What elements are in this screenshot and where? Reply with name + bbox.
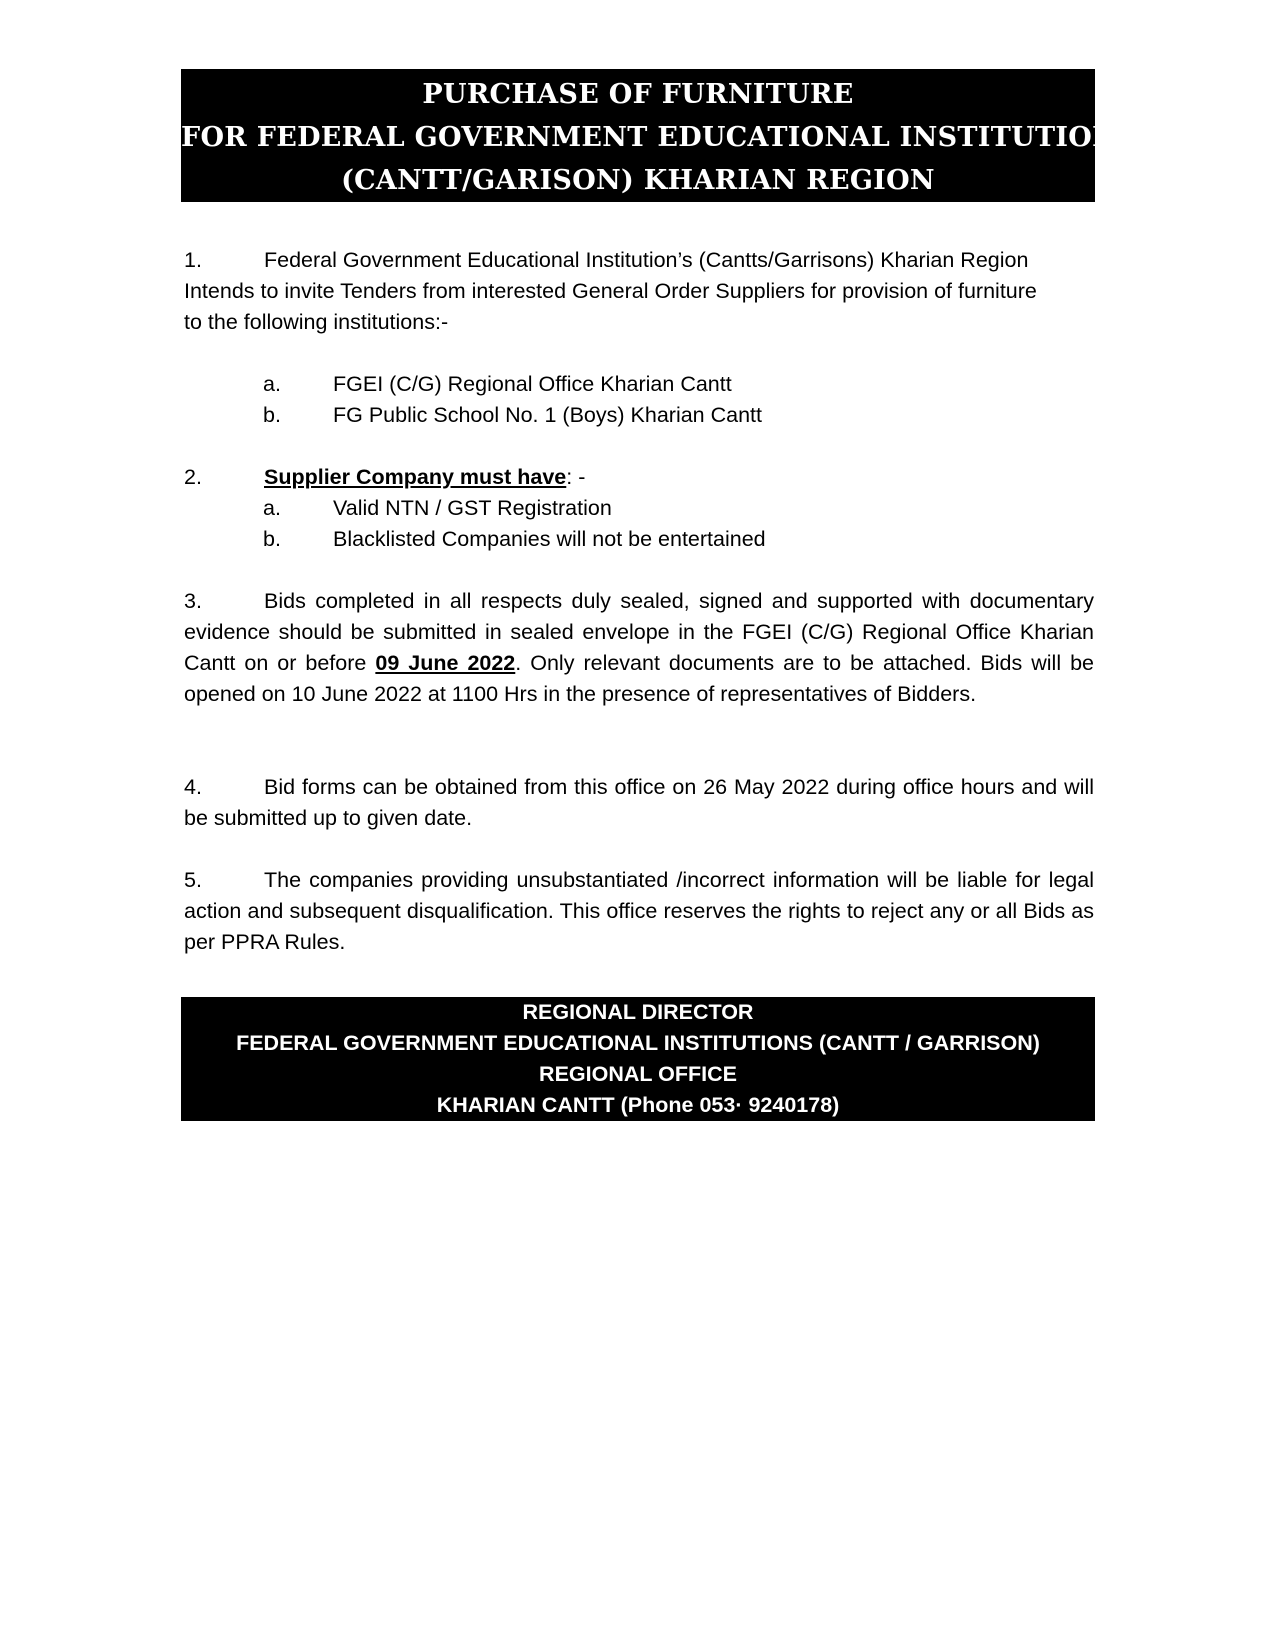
paragraph-5 [184,865,1094,958]
paragraph-3 [184,586,1094,710]
paragraph-2-number: 2. [184,465,202,489]
signature-block [181,997,1095,1121]
list-item-text: FG Public School No. 1 (Boys) Kharian Cantt [333,403,762,427]
paragraph-1-number: 1. [184,248,202,272]
paragraph-2-item-a [263,493,612,524]
paragraph-1-line-1 [184,245,1094,276]
paragraph-4 [184,772,1094,834]
signatory-office: REGIONAL OFFICE [539,1062,737,1086]
paragraph-2-heading-suffix: : - [566,465,586,489]
signatory-organization: FEDERAL GOVERNMENT EDUCATIONAL INSTITUTIONS (CANTT / GARRISON) [236,1031,1040,1055]
paragraph-3-text-after: . Only relevant documents are to be attached. Bids will be opened on 10 June 2022 at 1100 Hrs in the presence of representatives of Bidders. [184,651,1095,706]
list-letter: a. [263,372,281,396]
paragraph-4-text: Bid forms can be obtained from this office on 26 May 2022 during office hours and will be submitted up to given date. [184,775,1094,830]
paragraph-1-item-a [263,369,732,400]
paragraph-1-text-line-1: Federal Government Educational Institution’s (Cantts/Garrisons) Kharian Region [264,248,1029,272]
paragraph-1-item-b [263,400,762,431]
header-title-line-2: FOR FEDERAL GOVERNMENT EDUCATIONAL INSTITUTIONS [181,122,1137,153]
paragraph-5-number: 5. [184,868,202,892]
signatory-address-phone: KHARIAN CANTT (Phone 053· 9240178) [436,1093,840,1117]
list-item-text: Valid NTN / GST Registration [333,496,612,520]
header-title-line-1: PURCHASE OF FURNITURE [422,79,854,110]
paragraph-2-item-b [263,524,766,555]
list-letter: b. [263,403,281,427]
paragraph-1-text-line-2: Intends to invite Tenders from interested General Order Suppliers for provision of furniture [184,279,1037,303]
paragraph-3-text-before: Bids completed in all respects duly sealed, signed and supported with documentary evidence should be submitted in sealed envelope in the FGEI (C/G) Regional Office Kharian Cantt on or before [184,589,1094,675]
paragraph-2 [184,462,1094,493]
paragraph-5-text: The companies providing unsubstantiated /incorrect information will be liable for legal action and subsequent disqualification. This office reserves the rights to reject any or all Bids as per PPRA Rules. [184,868,1094,954]
paragraph-1 [184,245,1094,338]
paragraph-4-number: 4. [184,775,202,799]
list-letter: b. [263,527,281,551]
paragraph-3-deadline: 09 June 2022 [375,651,516,675]
paragraph-2-heading: Supplier Company must have [264,465,567,489]
header-title-line-3: (CANTT/GARISON) KHARIAN REGION [341,165,935,196]
list-letter: a. [263,496,281,520]
header-banner [181,69,1137,202]
list-item-text: FGEI (C/G) Regional Office Kharian Cantt [333,372,732,396]
signatory-title: REGIONAL DIRECTOR [522,1000,754,1024]
list-item-text: Blacklisted Companies will not be entertained [333,527,766,551]
paragraph-3-number: 3. [184,589,202,613]
paragraph-1-text-line-3: to the following institutions:- [184,310,449,334]
